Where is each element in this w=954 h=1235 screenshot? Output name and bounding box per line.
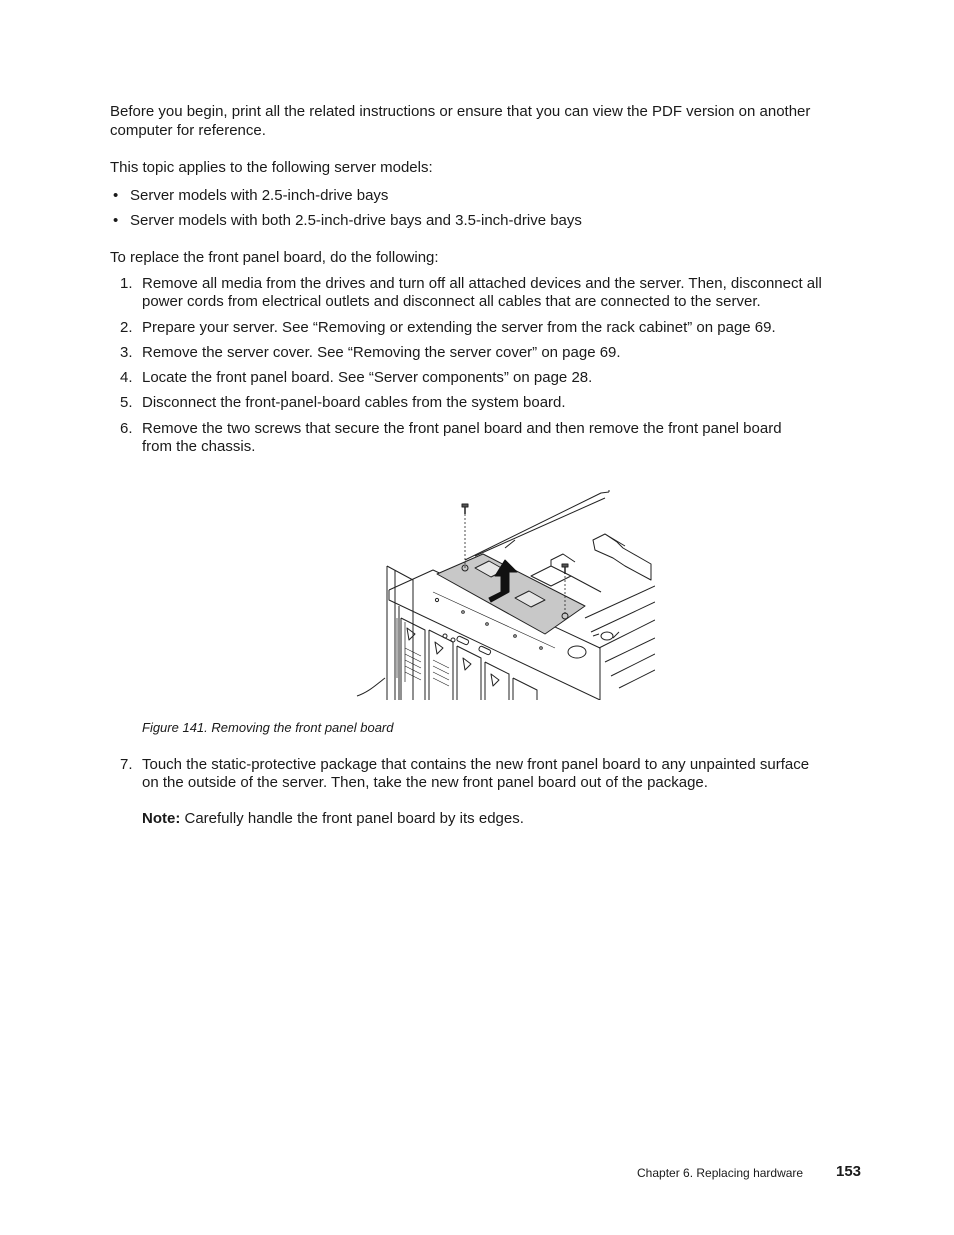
lead-text: To replace the front panel board, do the following: bbox=[110, 249, 439, 266]
step-number: 4. bbox=[120, 369, 133, 386]
step-text: from the chassis. bbox=[142, 438, 256, 455]
note-label: Note: bbox=[142, 810, 181, 827]
step-text: on the outside of the server. Then, take the new front panel board out of the package. bbox=[142, 774, 708, 791]
applies-text: This topic applies to the following server models: bbox=[110, 159, 433, 176]
step-number: 5. bbox=[120, 394, 133, 411]
step-text: Disconnect the front-panel-board cables from the system board. bbox=[142, 394, 566, 411]
bullet-mark: • bbox=[113, 212, 119, 229]
intro-line-2: computer for reference. bbox=[110, 122, 266, 139]
step-text: Prepare your server. See “Removing or extending the server from the rack cabinet” on page 69. bbox=[142, 319, 776, 336]
step-text: power cords from electrical outlets and disconnect all cables that are connected to the server. bbox=[142, 293, 761, 310]
intro-line-1: Before you begin, print all the related instructions or ensure that you can view the PDF version on another bbox=[110, 103, 811, 120]
bullet-text: Server models with both 2.5-inch-drive bays and 3.5-inch-drive bays bbox=[130, 212, 582, 229]
front-panel-board-illustration bbox=[355, 488, 655, 700]
step-number: 3. bbox=[120, 344, 133, 361]
step-text: Touch the static-protective package that contains the new front panel board to any unpainted surface bbox=[142, 756, 810, 773]
step-text: Remove the two screws that secure the front panel board and then remove the front panel board bbox=[142, 420, 782, 437]
note bbox=[142, 809, 524, 828]
bullet-mark: • bbox=[113, 187, 119, 204]
figure-caption: Figure 141. Removing the front panel board bbox=[142, 720, 394, 735]
step-text: Locate the front panel board. See “Server components” on page 28. bbox=[142, 369, 593, 386]
step-number: 2. bbox=[120, 319, 133, 336]
note-text: Carefully handle the front panel board by its edges. bbox=[184, 810, 524, 827]
step-number: 6. bbox=[120, 420, 133, 437]
step-number: 7. bbox=[120, 756, 133, 773]
step-number: 1. bbox=[120, 275, 133, 292]
bullet-text: Server models with 2.5-inch-drive bays bbox=[130, 187, 389, 204]
step-text: Remove all media from the drives and turn off all attached devices and the server. Then, disconnect all bbox=[142, 275, 822, 292]
intro-paragraph bbox=[110, 102, 870, 140]
step-text: Remove the server cover. See “Removing the server cover” on page 69. bbox=[142, 344, 621, 361]
footer-chapter: Chapter 6. Replacing hardware bbox=[637, 1166, 804, 1180]
page-number: 153 bbox=[836, 1163, 862, 1180]
